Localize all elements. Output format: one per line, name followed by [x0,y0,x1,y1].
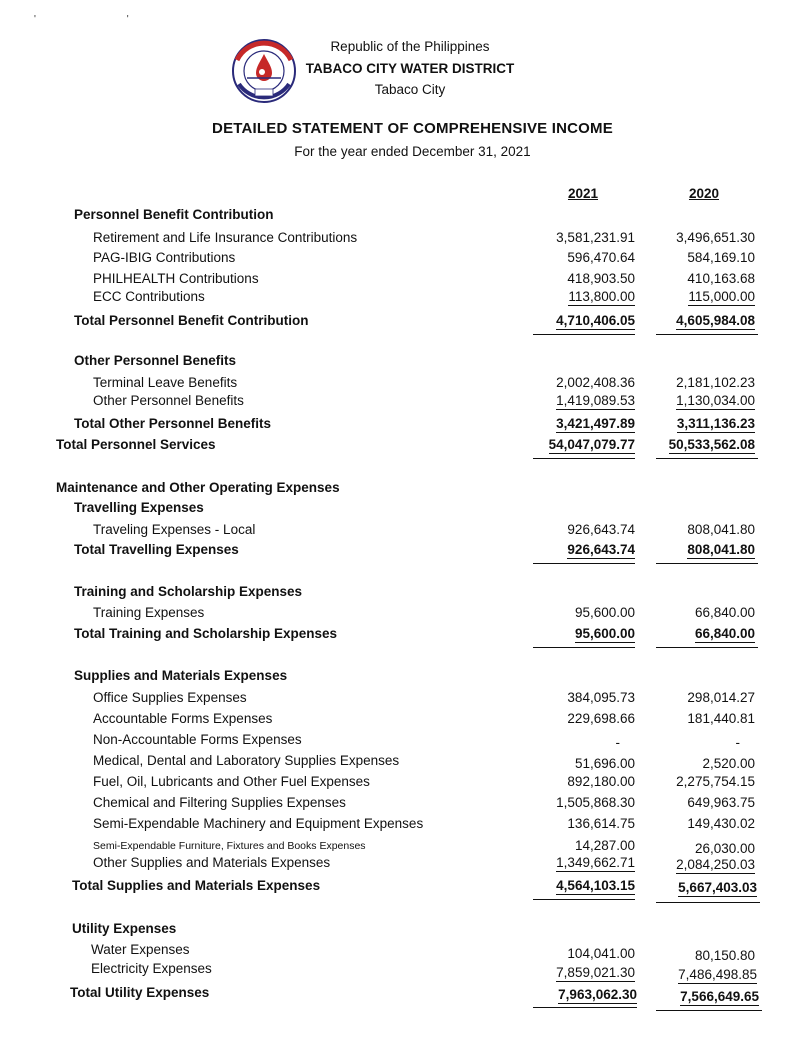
header-agency: TABACO CITY WATER DISTRICT [305,61,515,76]
header-city: Tabaco City [374,82,446,97]
line-item: Fuel, Oil, Lubricants and Other Fuel Expenses 892,180.00 2,275,754.15 [93,774,755,789]
column-header-2020: 2020 [688,186,720,201]
total-rule [533,647,635,648]
line-item: PHILHEALTH Contributions 418,903.50 410,163.68 [93,271,755,286]
total-rule [656,458,758,459]
section-total: Total Travelling Expenses 926,643.74 808,041.80 [74,542,755,557]
line-item: Water Expenses 104,041.00 80,150.80 [91,942,755,963]
total-rule [533,334,635,335]
section-heading: Other Personnel Benefits [74,353,237,368]
total-rule [533,1007,637,1008]
line-item: PAG-IBIG Contributions 596,470.64 584,169.10 [93,250,755,265]
section-heading: Personnel Benefit Contribution [74,207,274,222]
line-item: Retirement and Life Insurance Contributions 3,581,231.91 3,496,651.30 [93,230,755,245]
line-item: Office Supplies Expenses 384,095.73 298,014.27 [93,690,755,705]
section-total: Total Utility Expenses 7,963,062.30 7,566,649.65 [70,985,759,1004]
section-total: Total Personnel Benefit Contribution 4,710,406.05 4,605,984.08 [74,313,755,328]
statement-title: DETAILED STATEMENT OF COMPREHENSIVE INCOME [212,120,613,137]
line-item: Other Personnel Benefits 1,419,089.53 1,130,034.00 [93,393,755,408]
line-item: Non-Accountable Forms Expenses - - [93,732,740,750]
line-item: ECC Contributions 113,800.00 115,000.00 [93,289,755,304]
subsection-heading: Supplies and Materials Expenses [74,668,288,683]
header-country: Republic of the Philippines [330,39,490,54]
grand-total: Total Personnel Services 54,047,079.77 50,533,562.08 [56,437,755,452]
line-item: Electricity Expenses 7,859,021.30 7,486,498.85 [91,961,757,982]
line-item: Medical, Dental and Laboratory Supplies Expenses 51,696.00 2,520.00 [93,753,755,771]
total-rule [533,563,635,564]
line-item: Training Expenses 95,600.00 66,840.00 [93,605,755,620]
section-total: Total Training and Scholarship Expenses 95,600.00 66,840.00 [74,626,755,641]
line-item: Semi-Expendable Furniture, Fixtures and Books Expenses 14,287.00 26,030.00 [93,838,755,856]
total-rule [656,902,760,903]
section-heading: Maintenance and Other Operating Expenses [56,480,340,495]
section-total: Total Other Personnel Benefits 3,421,497.89 3,311,136.23 [74,416,755,431]
subsection-heading: Training and Scholarship Expenses [74,584,303,599]
line-item: Other Supplies and Materials Expenses 1,349,662.71 2,084,250.03 [93,855,755,872]
scan-marks: ' ' [34,14,173,25]
line-item: Semi-Expendable Machinery and Equipment Expenses 136,614.75 149,430.02 [93,816,755,831]
total-rule [656,1010,762,1011]
total-rule [533,899,635,900]
column-header-2021: 2021 [567,186,599,201]
line-item: Accountable Forms Expenses 229,698.66 181,440.81 [93,711,755,726]
water-district-seal-logo [229,38,299,104]
total-rule [656,647,758,648]
subsection-heading: Utility Expenses [72,921,177,936]
statement-period: For the year ended December 31, 2021 [294,144,531,159]
total-rule [656,334,758,335]
line-item: Traveling Expenses - Local 926,643.74 808,041.80 [93,522,755,537]
subsection-heading: Travelling Expenses [74,500,204,515]
total-rule [533,458,635,459]
section-total: Total Supplies and Materials Expenses 4,564,103.15 5,667,403.03 [72,878,757,895]
line-item: Chemical and Filtering Supplies Expenses 1,505,868.30 649,963.75 [93,795,755,810]
line-item: Terminal Leave Benefits 2,002,408.36 2,181,102.23 [93,375,755,390]
total-rule [656,563,758,564]
